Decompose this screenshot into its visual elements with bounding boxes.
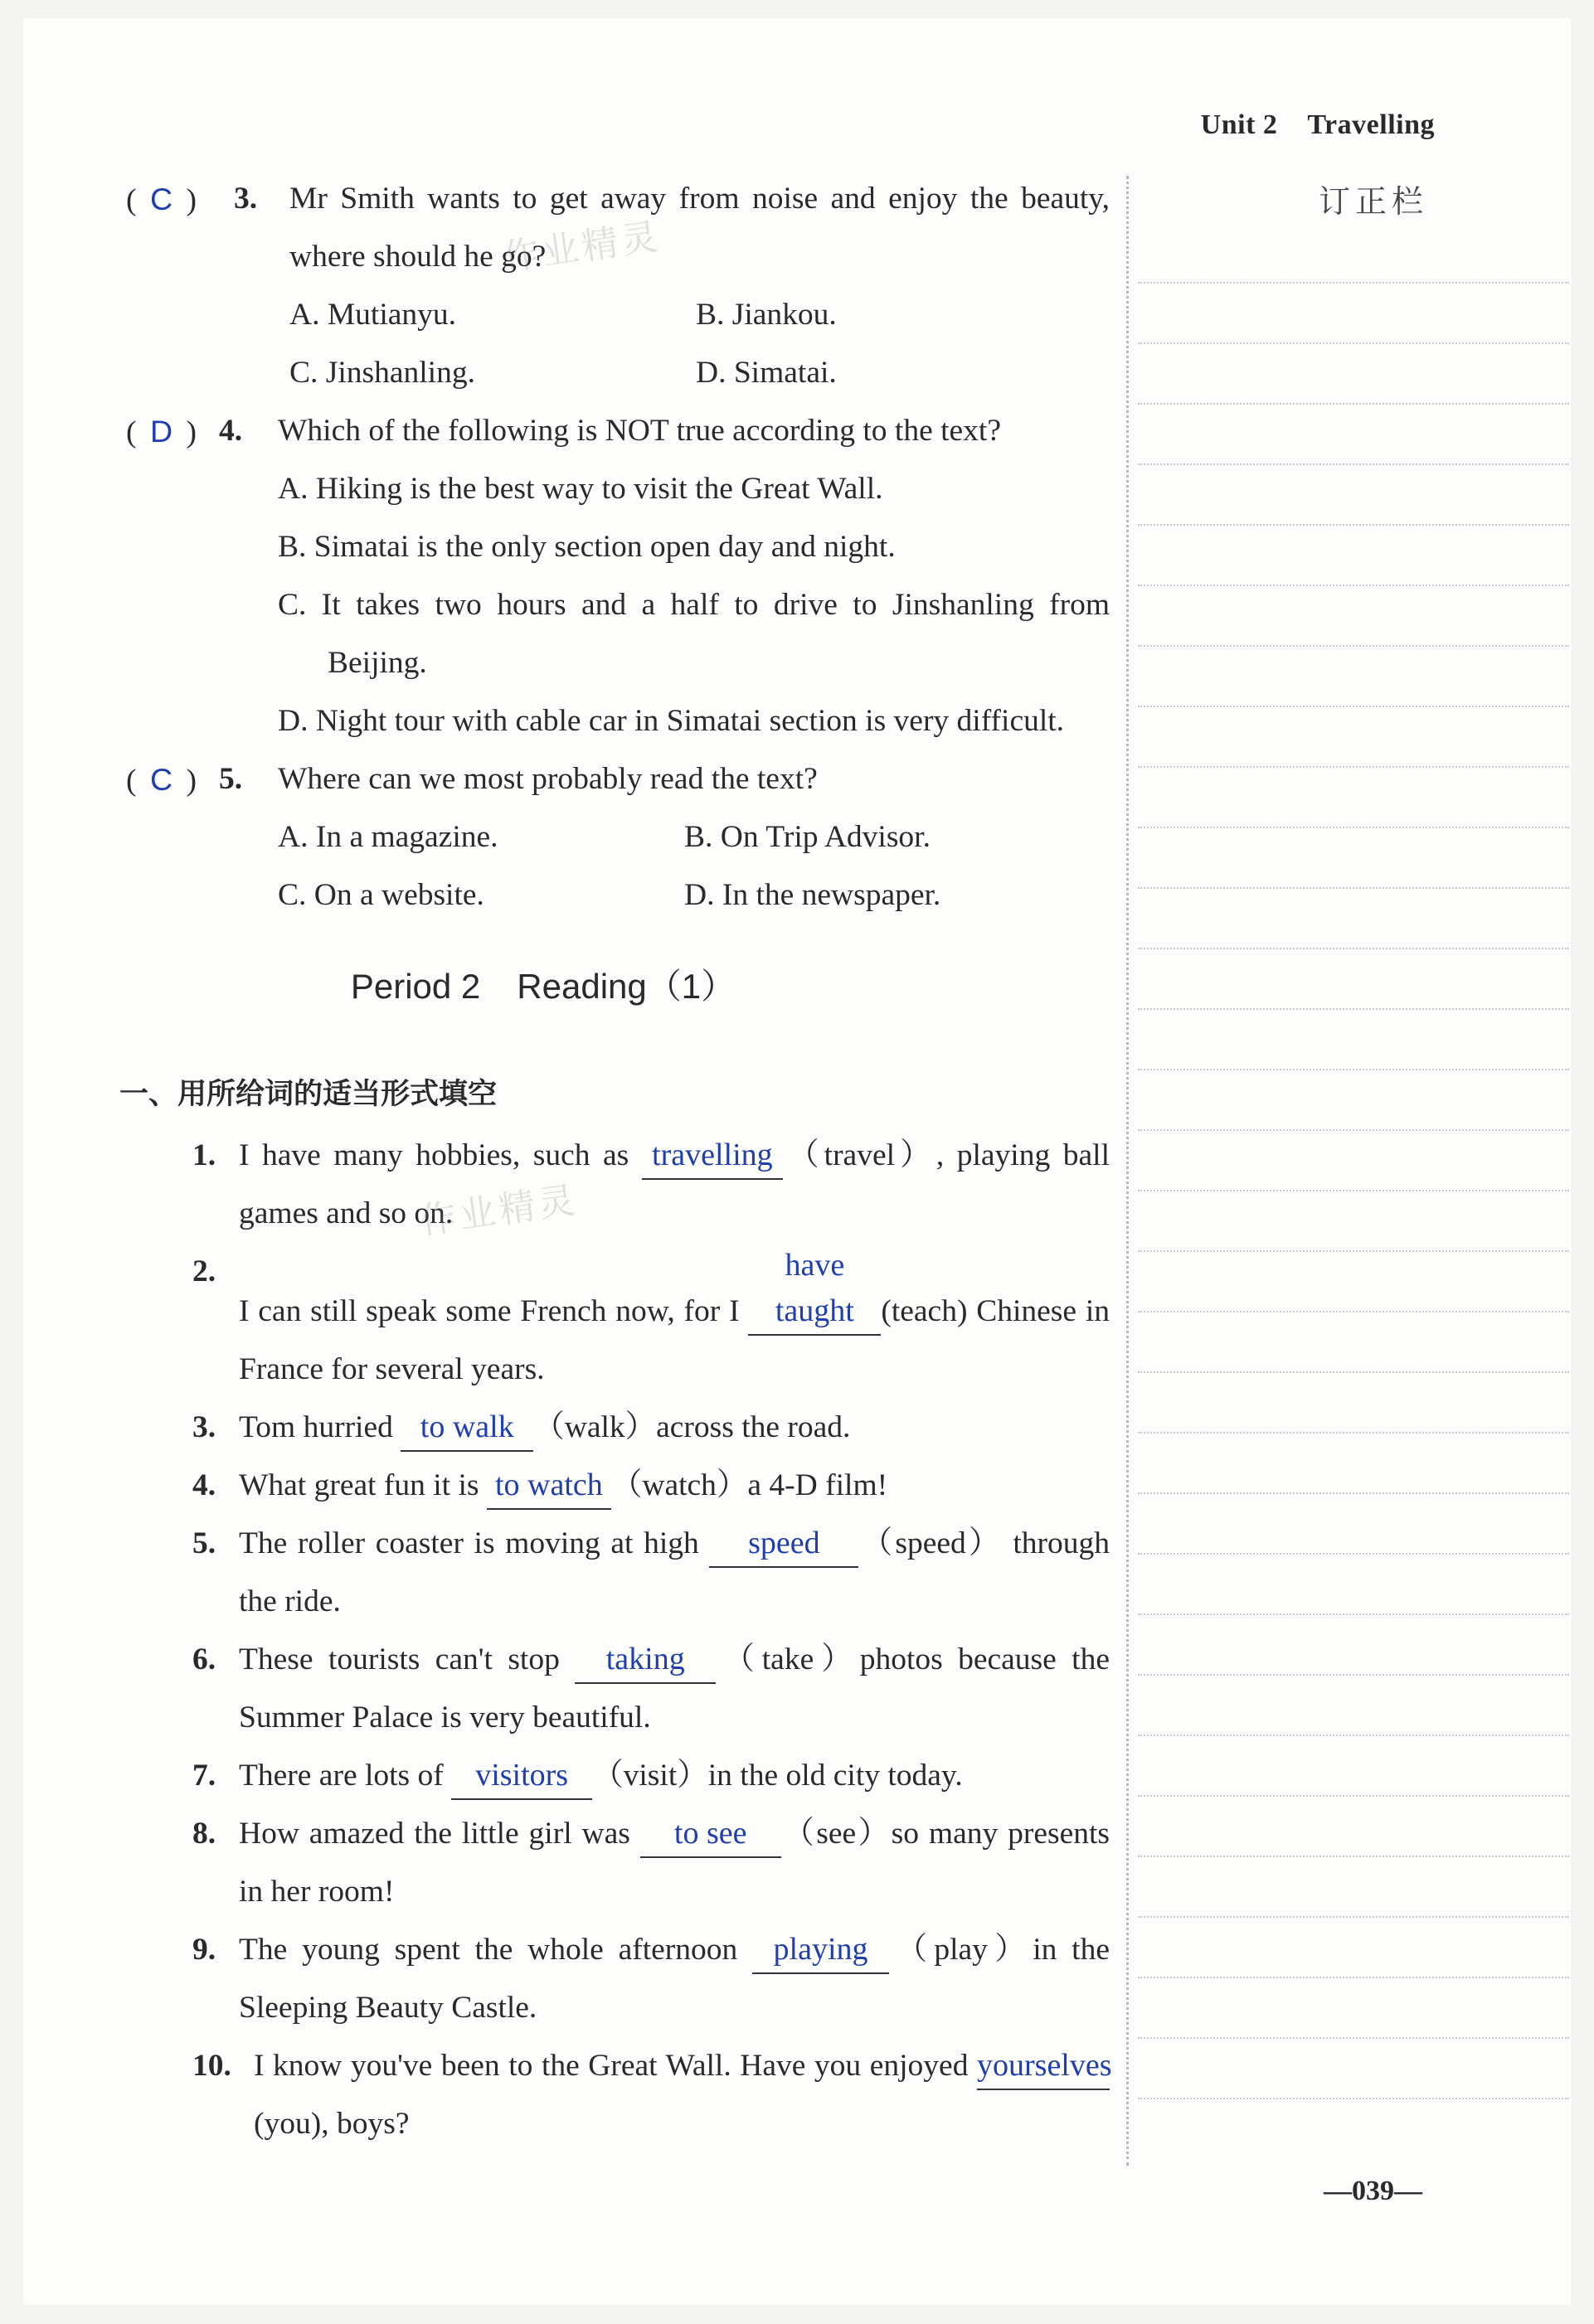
fill-item-text-after: （see）so many presents in her room! [239,1817,1110,1909]
fill-item-text-after: （watch）a 4-D film! [610,1468,888,1502]
option-d: D. In the newspaper. [684,878,941,912]
correction-line [1138,1977,1569,1978]
fill-in-list [126,1127,1110,2153]
fill-item [192,1631,1110,1747]
correction-line [1138,1916,1569,1918]
answer-blank [575,1637,716,1684]
fill-item-text-before: The roller coaster is moving at high [239,1526,710,1560]
unit-label: Unit 2 [1200,109,1278,140]
period-title: Reading（1） [517,967,736,1006]
correction-line [1138,2037,1569,2039]
correction-line [1138,1613,1569,1615]
answer-blank [709,1521,858,1568]
correction-line [1138,1069,1569,1070]
correction-line [1138,1311,1569,1312]
fill-item-text-after: （speed） through the ride. [239,1526,1110,1618]
option-c: C. It takes two hours and a half to drive to Jinshanling from Beijing. [278,588,1110,680]
fill-item [192,1921,1110,2037]
correction-line [1138,524,1569,526]
handwritten-answer: taking [605,1642,685,1676]
question-stem: Which of the following is NOT true according to the text? [278,414,1001,448]
fill-item [192,2037,1110,2153]
fill-item-number: 2. [192,1254,216,1288]
unit-title: Travelling [1307,109,1435,140]
fill-item-number: 4. [192,1468,216,1502]
main-content [119,170,1112,2153]
answer-blank [401,1405,533,1452]
correction-column-lines [1138,282,1569,2158]
fill-item-text-after: （walk）across the road. [533,1410,851,1444]
fill-item-text-after: （travel）, playing ball games and so on. [239,1138,1110,1230]
fill-item [192,1515,1110,1631]
watermark: 作业精灵 [500,215,664,280]
period-heading [126,958,1110,1016]
question-number: 3. [234,182,258,216]
correction-line [1138,585,1569,586]
correction-line [1138,2098,1569,2099]
fill-item-number: 3. [192,1410,216,1444]
correction-line [1138,1856,1569,1857]
options-grid [278,808,1110,924]
correction-line [1138,827,1569,828]
fill-item [192,1127,1110,1243]
correction-line [1138,1129,1569,1131]
fill-item-text-before: I know you've been to the Great Wall. Have you enjoyed [254,2049,977,2083]
handwritten-answer: playing [773,1932,868,1967]
answer-blank [487,1463,611,1510]
page-number: —039— [1324,2176,1422,2206]
fill-item-text-after: (teach) Chinese in France for several years. [239,1294,1110,1386]
fill-item-text-before: There are lots of [239,1759,452,1793]
correction-line [1138,645,1569,647]
fill-item [192,1399,1110,1457]
handwritten-answer: yourselves [977,2048,1112,2083]
option-a: A. In a magazine. [278,820,498,854]
correction-line [1138,948,1569,949]
option-a: A. Hiking is the best way to visit the Great Wall. [278,472,883,506]
handwritten-answer: to watch [494,1468,603,1502]
correction-line [1138,766,1569,768]
answer-blank [752,1927,889,1974]
fill-item [192,1747,1110,1805]
correction-line [1138,1250,1569,1252]
fill-item [192,1243,1110,1399]
answer-blank [640,1811,781,1858]
handwritten-answer: to walk [420,1409,514,1444]
answer-handwritten: D [149,414,173,449]
correction-line [1138,1492,1569,1494]
answer-blank [748,1243,881,1336]
answer-blank [977,2043,1110,2090]
fill-item-text-after: (you), boys? [254,2107,410,2141]
correction-line [1138,342,1569,344]
column-divider [1126,176,1129,2166]
correction-line [1138,1553,1569,1555]
section-title: 一、用所给词的适当形式填空 [119,1078,498,1111]
fill-item-text-before: How amazed the little girl was [239,1817,640,1851]
watermark: 作业精灵 [417,1178,581,1244]
option-d: D. Night tour with cable car in Simatai section is very difficult. [278,704,1065,738]
answer-blank [451,1753,592,1800]
question-5: ( C ) 5. Where can we most probably read the text? A. In a magazine. B. On Trip Advisor. C. On a website. D. In the newspaper. [126,750,1110,924]
option-b: B. Simatai is the only section open day and night. [278,530,896,564]
option-d: D. Simatai. [696,356,837,390]
option-b: B. Jiankou. [696,298,837,332]
fill-item-text-after: （take）photos because the Summer Palace is very beautiful. [239,1642,1110,1735]
correction-line [1138,463,1569,465]
fill-item-number: 7. [192,1759,216,1793]
fill-item-text-after: （play）in the Sleeping Beauty Castle. [239,1933,1110,2025]
option-a: A. Mutianyu. [289,298,457,332]
handwritten-answer: travelling [652,1138,773,1172]
fill-item-text-before: What great fun it is [239,1468,487,1502]
page-header [1201,109,1435,141]
options-grid [289,286,1110,402]
fill-item [192,1805,1110,1921]
correction-line [1138,887,1569,889]
handwritten-answer: to see [673,1816,747,1851]
question-4: ( D ) 4. Which of the following is NOT true according to the text? A. Hiking is the best way to visit the Great Wall. B. Simatai is the only section open day and night. C. It takes two hours and a half to drive to Jinshanling from Beijing. D. Night tour with cable car in Simatai section is very difficult. [126,402,1110,750]
correction-line [1138,706,1569,707]
option-c: C. Jinshanling. [289,356,475,390]
question-stem: Where can we most probably read the text? [278,762,818,796]
fill-item-text-after: （visit）in the old city today. [592,1759,963,1793]
question-3: ( C ) 3. Mr Smith wants to get away from noise and enjoy the beauty, where should he go? A. Mutianyu. B. Jiankou. C. Jinshanling. D. Simatai. [126,170,1110,402]
question-number: 4. [219,414,243,448]
correction-line [1138,1371,1569,1373]
handwritten-answer: have taught [775,1248,854,1328]
correction-line [1138,403,1569,405]
correction-line [1138,1795,1569,1797]
fill-item-text-before: I can still speak some French now, for I [239,1294,749,1328]
correction-line [1138,1674,1569,1676]
options-list [278,460,1110,750]
fill-item-number: 9. [192,1933,216,1967]
fill-item-text-before: I have many hobbies, such as [239,1138,642,1172]
period-label: Period 2 [350,967,481,1006]
fill-item-text-before: These tourists can't stop [239,1642,576,1676]
fill-item [192,1457,1110,1515]
option-c: C. On a website. [278,878,484,912]
question-number: 5. [219,762,243,796]
question-stem: Mr Smith wants to get away from noise and enjoy the beauty, where should he go? [289,182,1110,274]
fill-item-number: 10. [192,2049,231,2083]
fill-item-number: 8. [192,1817,216,1851]
answer-handwritten: C [149,182,173,216]
correction-line [1138,1008,1569,1010]
correction-line [1138,1432,1569,1434]
correction-line [1138,1190,1569,1191]
correction-line [1138,282,1569,284]
fill-item-text-before: The young spent the whole afternoon [239,1933,753,1967]
fill-item-number: 1. [192,1138,216,1172]
fill-item-number: 6. [192,1642,216,1676]
answer-blank [642,1133,783,1180]
handwritten-answer: visitors [475,1758,569,1793]
option-b: B. On Trip Advisor. [684,820,931,854]
correction-column-title: 订正栏 [1319,183,1429,220]
fill-item-text-before: Tom hurried [239,1410,401,1444]
correction-line [1138,1735,1569,1736]
answer-handwritten: C [149,762,173,797]
fill-item-number: 5. [192,1526,216,1560]
handwritten-answer: speed [748,1526,820,1560]
